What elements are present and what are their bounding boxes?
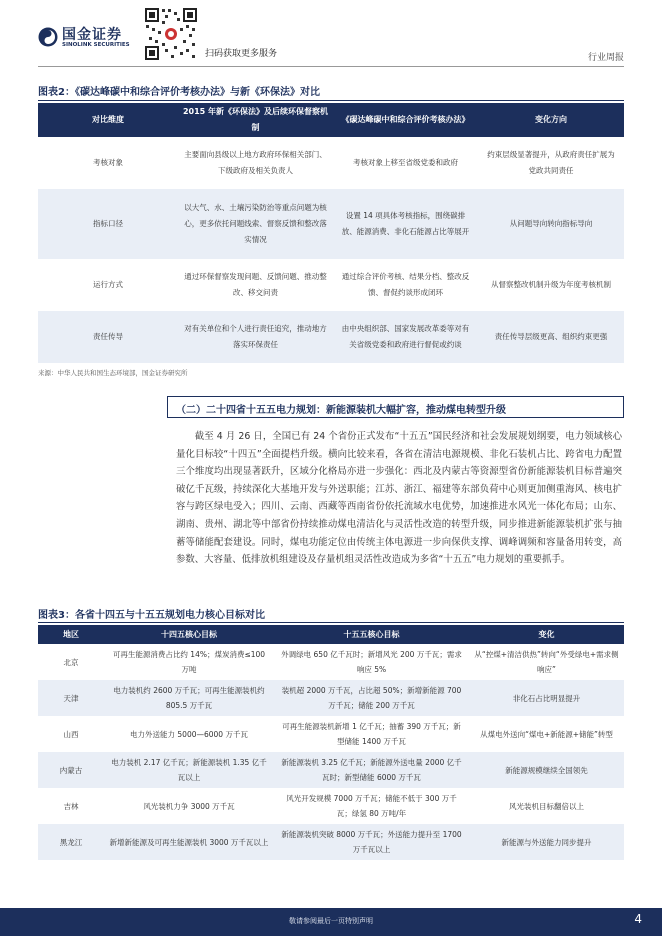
table-row (38, 259, 624, 311)
column-header: 变化方向 (478, 103, 624, 137)
table-cell: 外调绿电 650 亿千瓦时；新增风光 200 万千瓦；需求响应 5% (281, 650, 462, 674)
table-cell: 非化石占比明显提升 (469, 680, 624, 716)
table-cell: 内蒙古 (38, 752, 104, 788)
column-header: 变化 (469, 625, 624, 644)
table-cell: 通过综合评价考核、结果分档、整改反馈、督促约谈形成闭环 (341, 272, 470, 297)
scan-for-service-text: 扫码获取更多服务 (205, 49, 278, 59)
table-cell: 由中央组织部、国家发展改革委等对有关省级党委和政府进行督促或约谈 (333, 311, 478, 363)
table-cell: 风光开发规模 7000 万千瓦；储能不低于 300 万千瓦；绿氢 80 万吨/年 (286, 794, 457, 818)
table-cell: 考核对象上移至省级党委和政府 (353, 158, 458, 167)
table-cell: 可再生能源消费占比约 14%；煤炭消费≤100 万吨 (112, 650, 266, 674)
table-cell: 主要面向县级以上地方政府环保相关部门、下级政府及相关负责人 (184, 150, 327, 175)
table-cell: 运行方式 (93, 280, 123, 289)
table-cell: 考核对象 (93, 158, 123, 167)
table-cell: 从督察整改机制升级为年度考核机制 (491, 280, 611, 289)
table-cell: 风光装机力争 3000 万千瓦 (143, 801, 235, 811)
table-row (38, 788, 624, 824)
table-cell: 电力装机约 2600 万千瓦；可再生能源装机约 805.5 万千瓦 (104, 680, 274, 716)
table-row (38, 824, 624, 860)
table-cell: 天津 (38, 680, 104, 716)
sinolink-logo-icon (38, 27, 58, 47)
table-header-row (38, 625, 624, 644)
qr-code-icon[interactable] (143, 6, 199, 62)
table-cell: 山西 (63, 729, 79, 739)
table-row (38, 311, 624, 363)
table-cell: 风光装机目标翻倍以上 (509, 801, 584, 811)
column-header: 十五五核心目标 (274, 625, 469, 644)
table-cell: 约束层级显著提升，从政府责任扩展为党政共同责任 (487, 150, 615, 175)
table-cell: 电力装机 2.17 亿千瓦；新能源装机 1.35 亿千瓦以上 (104, 752, 274, 788)
figure2-comparison-table (38, 103, 624, 363)
company-logo-english: SINOLINK SECURITIES (62, 42, 130, 48)
table-cell: 新能源规模继续全国领先 (469, 752, 624, 788)
table-cell: 责任传导层级更高、组织约束更强 (478, 311, 624, 363)
figure2-title: 图表2：《碳达峰碳中和综合评价考核办法》与新《环保法》对比 (38, 87, 320, 98)
table-cell: 新增新能源及可再生能源装机 3000 万千瓦以上 (104, 824, 274, 860)
table-row (38, 716, 624, 752)
table-cell: 北京 (63, 657, 79, 667)
table-cell: 对有关单位和个人进行责任追究，推动地方落实环保责任 (178, 311, 333, 363)
table-cell: 通过环保督察发现问题、反馈问题、推动整改、移交问责 (184, 272, 327, 297)
table-cell: 设置 14 项具体考核指标，围绕碳排放、能源消费、非化石能源占比等展开 (333, 189, 478, 259)
table-cell: 以大气、水、土壤污染防治等重点问题为核心，更多依托问题线索、督察反馈和整改落实情况 (178, 189, 333, 259)
table-cell: 从煤电外送向“煤电+新能源+储能”转型 (480, 729, 613, 739)
table-row (38, 752, 624, 788)
table-row (38, 137, 624, 189)
column-header: 对比维度 (38, 103, 178, 137)
table-cell: 黑龙江 (38, 824, 104, 860)
table-cell: 责任传导 (38, 311, 178, 363)
figure3-title: 图表3：各省十四五与十五五规划电力核心目标对比 (38, 610, 265, 621)
table-cell: 新能源装机突破 8000 万千瓦；外送能力提升至 1700 万千瓦以上 (274, 824, 469, 860)
column-header: 十四五核心目标 (104, 625, 274, 644)
column-header: 2015 年新《环保法》及后续环保督察机制 (178, 103, 333, 137)
section-body-paragraph: 截至 4 月 26 日，全国已有 24 个省份正式发布“十五五”国民经济和社会发展规划纲要，电力领域核心量化目标较“十四五”全面提档升级。横向比较来看，各省在清洁电源规模、非化石装机占比、跨省电力配置三个维度均出现显著跃升，区域分化格局亦进一步强化：西北及内蒙古等资源型省份新能源装机目标普遍突破亿千瓦级，持续深化大基地开发与外送职能；江苏、浙江、福建等东部负荷中心则更加侧重海风、核电扩容与跨区绿电受入；四川、云南、西藏等西南省份依托流域水电优势，加速推进水风光一体化布局；山东、湖南、贵州、湖北等中部省份持续推动煤电清洁化与灵活性改造的转型升级，同步推进新能源装机扩张与抽蓄等储能配套建设。同时，煤电功能定位由传统主体电源进一步向保供支撑、调峰调频和容量备用转变，高参数、大容量、低排放机组建设及存量机组灵活性改造成为多省“十五五”电力规划的重要抓手。 (176, 431, 622, 566)
table-cell: 指标口径 (38, 189, 178, 259)
table-row (38, 189, 624, 259)
table-cell: 从问题导向转向指标导向 (478, 189, 624, 259)
footer-disclaimer: 敬请参阅最后一页特别声明 (289, 917, 373, 925)
figure2-title-rule (38, 100, 624, 101)
table-header-row (38, 103, 624, 137)
header-divider (38, 66, 624, 67)
column-header: 地区 (38, 625, 104, 644)
table-row (38, 644, 624, 680)
section-heading: （二）二十四省十五五电力规划：新能源装机大幅扩容，推动煤电转型升级 (176, 405, 506, 416)
report-type-label: 行业周报 (587, 53, 624, 63)
figure3-title-rule (38, 622, 624, 623)
column-header: 《碳达峰碳中和综合评价考核办法》 (333, 103, 478, 137)
table-cell: 电力外送能力 5000—6000 万千瓦 (130, 729, 248, 739)
table-row (38, 680, 624, 716)
figure2-source-note: 来源：中华人民共和国生态环境部，国金证券研究所 (38, 369, 188, 377)
page-number: 4 (634, 912, 642, 926)
figure3-province-targets-table (38, 625, 624, 860)
table-cell: 从“控煤+清洁供热”转向“外受绿电+需求侧响应” (474, 650, 619, 674)
table-cell: 可再生能源装机新增 1 亿千瓦；抽蓄 390 万千瓦；新型储能 1400 万千瓦 (282, 722, 461, 746)
table-cell: 吉林 (63, 801, 79, 811)
table-cell: 装机超 2000 万千瓦，占比超 50%；新增新能源 700 万千瓦；储能 200 万千瓦 (274, 680, 469, 716)
company-logo-name: 国金证券 (62, 27, 122, 43)
table-cell: 新能源装机 3.25 亿千瓦；新能源外送电量 2000 亿千瓦时；新型储能 6000 万千瓦 (274, 752, 469, 788)
table-cell: 新能源与外送能力同步提升 (469, 824, 624, 860)
